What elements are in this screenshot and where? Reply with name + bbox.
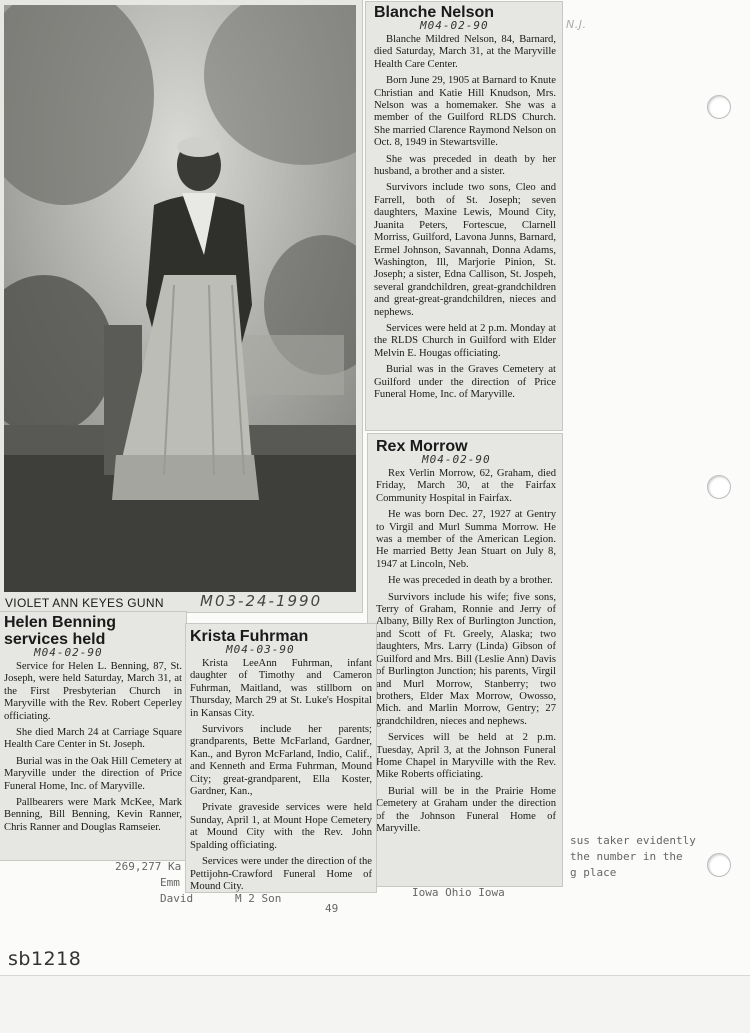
obituary-blanche-nelson [366, 2, 562, 430]
paragraph: Survivors include her parents; grandparents, Bette McFarland, Gardner, Kan., and Byron McFarland, Indio, Calif., and Kenneth and Erma Fuhrman, Mound City; great-grandparent, Ella Koster, Gardner, Kan., [190, 724, 372, 798]
paragraph: Blanche Mildred Nelson, 84, Barnard, died Saturday, March 31, at the Maryville Health Care Center. [374, 34, 556, 70]
paragraph: She was preceded in death by her husband, a brother and a sister. [374, 153, 556, 178]
punch-hole-bottom [707, 853, 731, 877]
obituary-date-note: M04-02-90 [420, 19, 489, 32]
paragraph: Born June 29, 1905 at Barnard to Knute Christian and Katie Hill Knudson, Mrs. Nelson was a homemaker. She was a member of the Guilford RLDS Church. She married Clarence Raymond Nelson on Oct. 8, 1949 in Stewartsville. [374, 75, 556, 149]
paragraph: She died March 24 at Carriage Square Health Care Center in St. Joseph. [4, 727, 182, 751]
paragraph: Survivors include two sons, Cleo and Farrell, both of St. Joseph; seven daughters, Maxine Lewis, Mound City, Juanita Peters, Fortescue, Clarnell Morriss, Guilford, Lavona Junns, Barnard, Ermel Johnson, Savannah, Donna Adams, Washington, Ill, Marjorie Pinion, St. Joseph; a sister, Edna Callison, St. Jospeh, several grandchildren, great-grandchildren and great-great-grandchildren, nieces and nephews. [374, 182, 556, 318]
obituary-body [4, 661, 182, 834]
punch-hole-middle [707, 475, 731, 499]
obituary-title-line1: Helen Benning [4, 614, 117, 631]
paragraph: Service for Helen L. Benning, 87, St. Joseph, were held Saturday, March 31, at the First Presbyterian Church in Maryville with the Rev. Robert Ceperley officiating. [4, 661, 182, 722]
obituary-date-note: M04-02-90 [422, 453, 491, 466]
obituary-rex-morrow [368, 434, 562, 886]
bottom-page-code: sb1218 [8, 948, 82, 970]
photo-date-note: M03-24-1990 [200, 592, 323, 610]
corner-mark: N.J. [566, 18, 587, 31]
faint-census-text: 49 [325, 902, 339, 915]
paragraph: He was born Dec. 27, 1927 at Gentry to Virgil and Murl Summa Morrow. He was a member of the American Legion. He married Betty Jean Stuart on July 8, 1947 at Lincoln, Neb. [376, 509, 556, 570]
woman-in-dress-photo [4, 5, 356, 592]
paragraph: Survivors include his wife; five sons, Terry of Graham, Ronnie and Jerry of Albany, Billy Rex of Burlington Junction, and Scott of Ft. Greely, Alaska; two daughters, Mrs. Larry (Linda) Gibson of Guilford and Mrs. Bill (Leslie Ann) Davis of Burlington Junction; his parents, Virgil and Murl Morrow, Stanberry; two brothers, Elder Max Morrow, Owosso, Mich. and Marlin Morrow, Gentry; 27 grandchildren, nieces and nephews. [376, 591, 556, 727]
faint-census-text: David [160, 892, 194, 905]
obituary-date-note: M04-03-90 [226, 643, 295, 656]
paragraph: Services were held at 2 p.m. Monday at the RLDS Church in Guilford with Elder Melvin E. Hougas officiating. [374, 322, 556, 359]
paragraph: Pallbearers were Mark McKee, Mark Benning, Bill Benning, Kevin Ranner, Chris Ranner and Douglas Ramseier. [4, 797, 182, 833]
faint-census-text: M 2 Son [235, 892, 282, 905]
obituary-krista-fuhrman [186, 624, 376, 892]
paragraph: Private graveside services were held Sunday, April 1, at Mount Hope Cemetery at Mound City with the Rev. John Spalding officiating. [190, 802, 372, 851]
faint-census-text: the number in the [570, 850, 683, 863]
faint-census-text: g place [570, 866, 617, 879]
paragraph: Services were under the direction of the Pettijohn-Crawford Funeral Home of Mound City. [190, 856, 372, 892]
paragraph: Burial was in the Graves Cemetery at Guilford under the direction of Price Funeral Home, Inc. of Maryville. [374, 364, 556, 400]
faint-census-text: 269,277 Ka [115, 860, 182, 873]
obituary-title: Krista Fuhrman [190, 628, 309, 645]
paragraph: He was preceded in death by a brother. [388, 575, 553, 587]
faint-census-text: Iowa Ohio Iowa [412, 886, 505, 899]
punch-hole-top [707, 95, 731, 119]
photo-caption: VIOLET ANN KEYES GUNN [5, 596, 164, 610]
paragraph: Services will be held at 2 p.m. Tuesday, April 3, at the Johnson Funeral Home Chapel in Maryville with the Rev. Mike Roberts officiating. [376, 732, 556, 781]
obituary-title: Rex Morrow [376, 438, 468, 455]
photo-clipping [0, 0, 362, 612]
obituary-body [376, 468, 556, 835]
faint-census-text: sus taker evidently [570, 834, 696, 847]
obituary-date-note: M04-02-90 [34, 646, 103, 659]
obituary-helen-benning [0, 612, 186, 860]
obituary-body [374, 34, 556, 401]
portrait-photo [4, 5, 356, 592]
faint-census-text: Emm [160, 876, 180, 889]
paragraph: Rex Verlin Morrow, 62, Graham, died Friday, March 30, at the Fairfax Community Hospital in Fairfax. [376, 468, 556, 504]
obituary-title-line2: services held [4, 631, 106, 648]
paragraph: Burial will be in the Prairie Home Cemetery at Graham under the direction of the Johnson Funeral Home of Maryville. [376, 785, 556, 834]
paragraph: Burial was in the Oak Hill Cemetery at Maryville under the direction of Price Funeral Home, Inc. of Maryville. [4, 755, 182, 792]
paragraph: Krista LeeAnn Fuhrman, infant daughter of Timothy and Cameron Fuhrman, Maitland, was stillborn on Thursday, March 29 at St. Luke's Hospital in Kansas City. [190, 658, 372, 719]
obituary-title: Blanche Nelson [374, 4, 495, 21]
obituary-body [190, 658, 372, 892]
